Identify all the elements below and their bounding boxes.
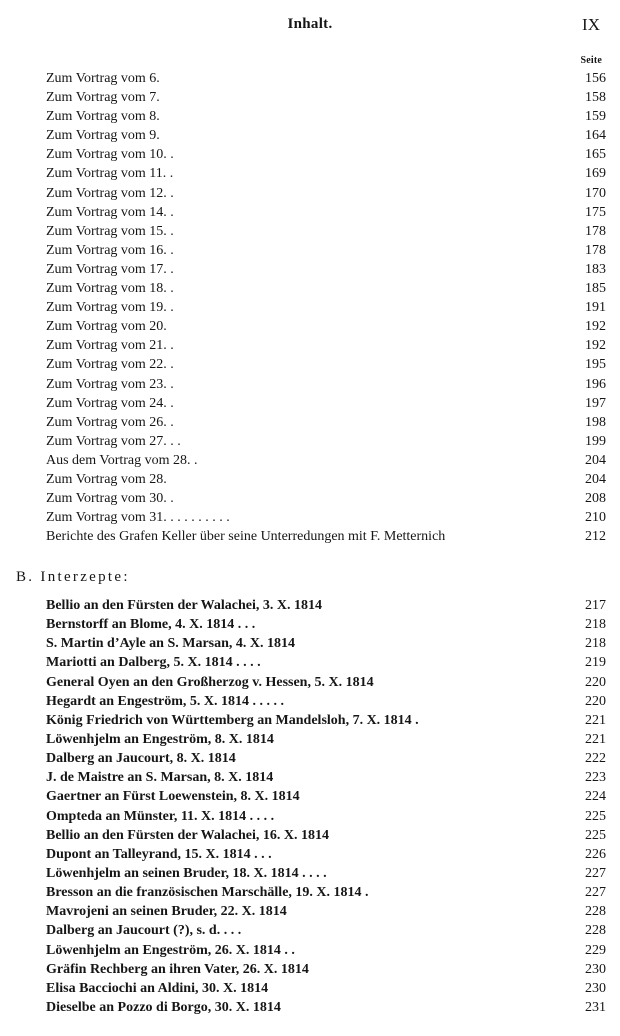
toc-entry bbox=[0, 979, 620, 998]
toc-entry bbox=[0, 960, 620, 979]
toc-entry-page: 169 bbox=[585, 166, 606, 182]
toc-entry-title: Elisa Bacciochi an Aldini, 30. X. 1814 bbox=[46, 980, 269, 996]
toc-entry-title: S. Martin d’Ayle an S. Marsan, 4. X. 1814 bbox=[46, 636, 296, 652]
toc-entry bbox=[0, 432, 620, 451]
toc-entry bbox=[0, 692, 620, 711]
toc-entry-page: 197 bbox=[585, 395, 606, 411]
toc-entry bbox=[0, 336, 620, 355]
toc-entry-title: Löwenhjelm an seinen Bruder, 18. X. 1814 . . . . bbox=[46, 865, 327, 881]
toc-entry bbox=[0, 941, 620, 960]
toc-entry-title: Gaertner an Fürst Loewenstein, 8. X. 1814 bbox=[46, 789, 300, 805]
toc-entry-title: Zum Vortrag vom 12. . bbox=[46, 185, 174, 201]
toc-entry bbox=[0, 508, 620, 527]
toc-entry bbox=[0, 730, 620, 749]
toc-entry-page: 229 bbox=[585, 942, 606, 958]
toc-entry-title: Zum Vortrag vom 31. . . . . . . . . . bbox=[46, 510, 230, 526]
toc-entry-page: 192 bbox=[585, 319, 606, 335]
toc-entry-title: Zum Vortrag vom 17. . bbox=[46, 261, 174, 277]
toc-entry bbox=[0, 826, 620, 845]
toc-list-interzepte bbox=[0, 596, 620, 1017]
toc-entry bbox=[0, 807, 620, 826]
toc-entry-title: Löwenhjelm an Engeström, 26. X. 1814 . . bbox=[46, 942, 295, 958]
toc-entry bbox=[0, 88, 620, 107]
toc-entry-title: Zum Vortrag vom 19. . bbox=[46, 300, 174, 316]
toc-entry-page: 225 bbox=[585, 808, 606, 824]
toc-entry-page: 178 bbox=[585, 223, 606, 239]
toc-entry-title: Dupont an Talleyrand, 15. X. 1814 . . . bbox=[46, 846, 272, 862]
toc-entry-page: 208 bbox=[585, 491, 606, 507]
toc-entry-page: 195 bbox=[585, 357, 606, 373]
toc-entry-page: 198 bbox=[585, 414, 606, 430]
toc-entry-title: Gräfin Rechberg an ihren Vater, 26. X. 1814 bbox=[46, 961, 309, 977]
toc-entry-page: 164 bbox=[585, 128, 606, 144]
toc-entry-title: Zum Vortrag vom 30. . bbox=[46, 491, 174, 507]
toc-entry bbox=[0, 883, 620, 902]
toc-list-vortraege bbox=[0, 69, 620, 546]
toc-entry-page: 204 bbox=[585, 452, 606, 468]
toc-entry-page: 227 bbox=[585, 865, 606, 881]
toc-entry-title: Zum Vortrag vom 7. bbox=[46, 90, 160, 106]
toc-entry bbox=[0, 768, 620, 787]
toc-entry-title: König Friedrich von Württemberg an Mandelsloh, 7. X. 1814 . bbox=[46, 712, 419, 728]
toc-entry-title: Bresson an die französischen Marschälle, 19. X. 1814 . bbox=[46, 885, 369, 901]
toc-entry-page: 227 bbox=[585, 885, 606, 901]
toc-entry-title: Hegardt an Engeström, 5. X. 1814 . . . . . bbox=[46, 693, 284, 709]
toc-entry bbox=[0, 845, 620, 864]
toc-entry-title: Zum Vortrag vom 22. . bbox=[46, 357, 174, 373]
toc-entry bbox=[0, 298, 620, 317]
toc-entry-page: 178 bbox=[585, 242, 606, 258]
toc-entry bbox=[0, 107, 620, 126]
toc-entry bbox=[0, 203, 620, 222]
toc-entry-title: Dalberg an Jaucourt, 8. X. 1814 bbox=[46, 751, 236, 767]
toc-entry bbox=[0, 596, 620, 615]
toc-entry-title: Ompteda an Münster, 11. X. 1814 . . . . bbox=[46, 808, 275, 824]
toc-entry-page: 191 bbox=[585, 300, 606, 316]
toc-entry-page: 228 bbox=[585, 923, 606, 939]
page-column-label: Seite bbox=[580, 55, 602, 66]
toc-entry bbox=[0, 145, 620, 164]
toc-entry bbox=[0, 902, 620, 921]
toc-entry-title: Zum Vortrag vom 15. . bbox=[46, 223, 174, 239]
toc-entry bbox=[0, 673, 620, 692]
toc-entry bbox=[0, 615, 620, 634]
toc-entry-page: 185 bbox=[585, 281, 606, 297]
toc-entry-title: Bellio an den Fürsten der Walachei, 3. X. 1814 bbox=[46, 598, 322, 613]
toc-entry-page: 230 bbox=[585, 980, 606, 996]
toc-entry-page: 221 bbox=[585, 712, 606, 728]
toc-entry-title: Bernstorff an Blome, 4. X. 1814 . . . bbox=[46, 617, 256, 633]
toc-entry-page: 228 bbox=[585, 904, 606, 920]
toc-entry-page: 222 bbox=[585, 751, 606, 767]
toc-entry-page: 218 bbox=[585, 617, 606, 633]
toc-entry bbox=[0, 864, 620, 883]
toc-entry-page: 156 bbox=[585, 71, 606, 86]
toc-entry-title: J. de Maistre an S. Marsan, 8. X. 1814 bbox=[46, 770, 274, 786]
toc-entry-title: Zum Vortrag vom 26. . bbox=[46, 414, 174, 430]
toc-entry-title: Zum Vortrag vom 27. . . bbox=[46, 433, 181, 449]
toc-entry-page: 224 bbox=[585, 789, 606, 805]
toc-entry bbox=[0, 241, 620, 260]
toc-entry-page: 221 bbox=[585, 731, 606, 747]
toc-entry-title: Löwenhjelm an Engeström, 8. X. 1814 bbox=[46, 731, 274, 747]
toc-entry-title: Mariotti an Dalberg, 5. X. 1814 . . . . bbox=[46, 655, 261, 671]
toc-entry-page: 219 bbox=[585, 655, 606, 671]
toc-entry bbox=[0, 375, 620, 394]
toc-entry-page: 196 bbox=[585, 376, 606, 392]
toc-entry-page: 220 bbox=[585, 693, 606, 709]
toc-entry-page: 223 bbox=[585, 770, 606, 786]
toc-entry-page: 226 bbox=[585, 846, 606, 862]
toc-entry bbox=[0, 749, 620, 768]
toc-entry-title: Zum Vortrag vom 23. . bbox=[46, 376, 174, 392]
toc-entry bbox=[0, 921, 620, 940]
running-head-title: Inhalt. bbox=[287, 16, 333, 32]
toc-entry-title: Zum Vortrag vom 20. bbox=[46, 319, 167, 335]
toc-entry-title: Zum Vortrag vom 18. . bbox=[46, 281, 174, 297]
toc-entry-title: Berichte des Grafen Keller über seine Unterredungen mit F. Metternich bbox=[46, 529, 446, 545]
toc-entry-title: General Oyen an den Großherzog v. Hessen, 5. X. 1814 bbox=[46, 674, 374, 690]
toc-entry-title: Zum Vortrag vom 14. . bbox=[46, 204, 174, 220]
toc-entry-title: Zum Vortrag vom 16. . bbox=[46, 242, 174, 258]
toc-entry bbox=[0, 394, 620, 413]
toc-entry-page: 175 bbox=[585, 204, 606, 220]
toc-entry-page: 204 bbox=[585, 471, 606, 487]
toc-entry-page: 212 bbox=[585, 529, 606, 545]
toc-entry-page: 170 bbox=[585, 185, 606, 201]
toc-entry-title: Zum Vortrag vom 6. bbox=[46, 71, 160, 86]
toc-entry bbox=[0, 279, 620, 298]
toc-entry-title: Zum Vortrag vom 24. . bbox=[46, 395, 174, 411]
toc-entry-page: 231 bbox=[585, 999, 606, 1015]
toc-entry bbox=[0, 653, 620, 672]
toc-entry bbox=[0, 164, 620, 183]
toc-entry-page: 183 bbox=[585, 261, 606, 277]
toc-entry bbox=[0, 355, 620, 374]
toc-entry bbox=[0, 126, 620, 145]
toc-entry-page: 199 bbox=[585, 433, 606, 449]
toc-entry bbox=[0, 222, 620, 241]
toc-entry-page: 220 bbox=[585, 674, 606, 690]
toc-entry-page: 158 bbox=[585, 90, 606, 106]
toc-entry-page: 225 bbox=[585, 827, 606, 843]
toc-entry-title: Zum Vortrag vom 28. bbox=[46, 471, 167, 487]
toc-entry-title: Zum Vortrag vom 9. bbox=[46, 128, 160, 144]
toc-entry bbox=[0, 634, 620, 653]
toc-entry-page: 217 bbox=[585, 598, 606, 613]
toc-entry bbox=[0, 998, 620, 1017]
toc-entry-title: Zum Vortrag vom 10. . bbox=[46, 147, 174, 163]
page-number: IX bbox=[582, 15, 600, 34]
toc-entry bbox=[0, 489, 620, 508]
toc-entry bbox=[0, 413, 620, 432]
toc-entry-title: Mavrojeni an seinen Bruder, 22. X. 1814 bbox=[46, 904, 287, 920]
toc-entry-page: 218 bbox=[585, 636, 606, 652]
toc-entry-title: Aus dem Vortrag vom 28. . bbox=[46, 452, 198, 468]
toc-entry-title: Zum Vortrag vom 21. . bbox=[46, 338, 174, 354]
toc-entry-title: Dalberg an Jaucourt (?), s. d. . . . bbox=[46, 923, 242, 939]
section-heading-interzepte: B. Interzepte: bbox=[16, 569, 130, 585]
toc-entry-page: 210 bbox=[585, 510, 606, 526]
toc-entry bbox=[0, 470, 620, 489]
toc-entry bbox=[0, 451, 620, 470]
toc-entry bbox=[0, 787, 620, 806]
toc-entry bbox=[0, 527, 620, 546]
toc-entry-page: 192 bbox=[585, 338, 606, 354]
toc-entry-page: 230 bbox=[585, 961, 606, 977]
toc-entry-page: 165 bbox=[585, 147, 606, 163]
toc-entry bbox=[0, 317, 620, 336]
toc-entry bbox=[0, 69, 620, 88]
toc-entry bbox=[0, 711, 620, 730]
toc-entry bbox=[0, 260, 620, 279]
toc-entry-title: Zum Vortrag vom 11. . bbox=[46, 166, 174, 182]
toc-entry-page: 159 bbox=[585, 109, 606, 125]
toc-entry-title: Dieselbe an Pozzo di Borgo, 30. X. 1814 bbox=[46, 999, 281, 1015]
toc-entry-title: Zum Vortrag vom 8. bbox=[46, 109, 160, 125]
toc-entry-title: Bellio an den Fürsten der Walachei, 16. X. 1814 bbox=[46, 827, 329, 843]
toc-entry bbox=[0, 184, 620, 203]
